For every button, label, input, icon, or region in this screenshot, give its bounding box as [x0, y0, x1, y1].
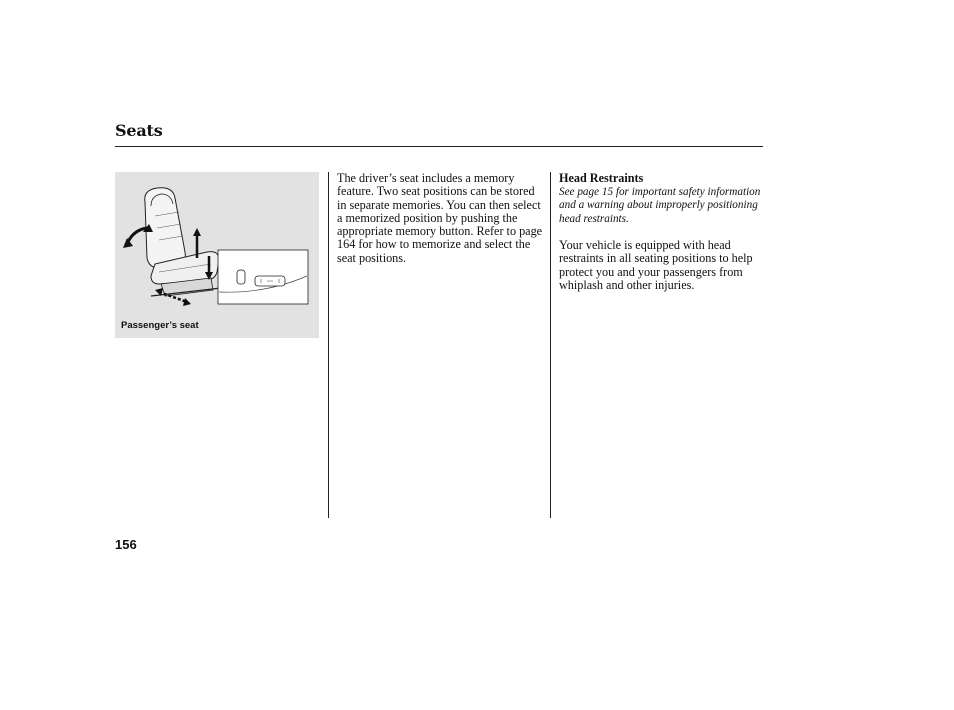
figure-caption: Passenger’s seat: [121, 320, 199, 331]
column-divider: [550, 172, 551, 518]
power-seat-adjustment-illustration: [115, 172, 319, 338]
title-rule: [115, 146, 763, 147]
head-restraints-paragraph: Your vehicle is equipped with head restraints in all seating positions to help protect you and your passengers from whiplash and other injuries.: [559, 238, 753, 292]
section-heading: Head Restraints: [559, 171, 644, 185]
memory-feature-paragraph: The driver’s seat includes a memory feature. Two seat positions can be stored in separate memories. You can then select a memorized position by pushing the appropriate memory button. Refer to page 164 for how to memorize and select the seat positions.: [337, 171, 543, 265]
page-title: Seats: [115, 121, 163, 140]
column-divider: [328, 172, 329, 518]
seat-illustration-figure: [115, 172, 319, 338]
page-number: 156: [115, 537, 137, 552]
head-restraints-section: [559, 172, 765, 292]
safety-note: See page 15 for important safety information and a warning about improperly positioning head restraints.: [559, 185, 761, 225]
